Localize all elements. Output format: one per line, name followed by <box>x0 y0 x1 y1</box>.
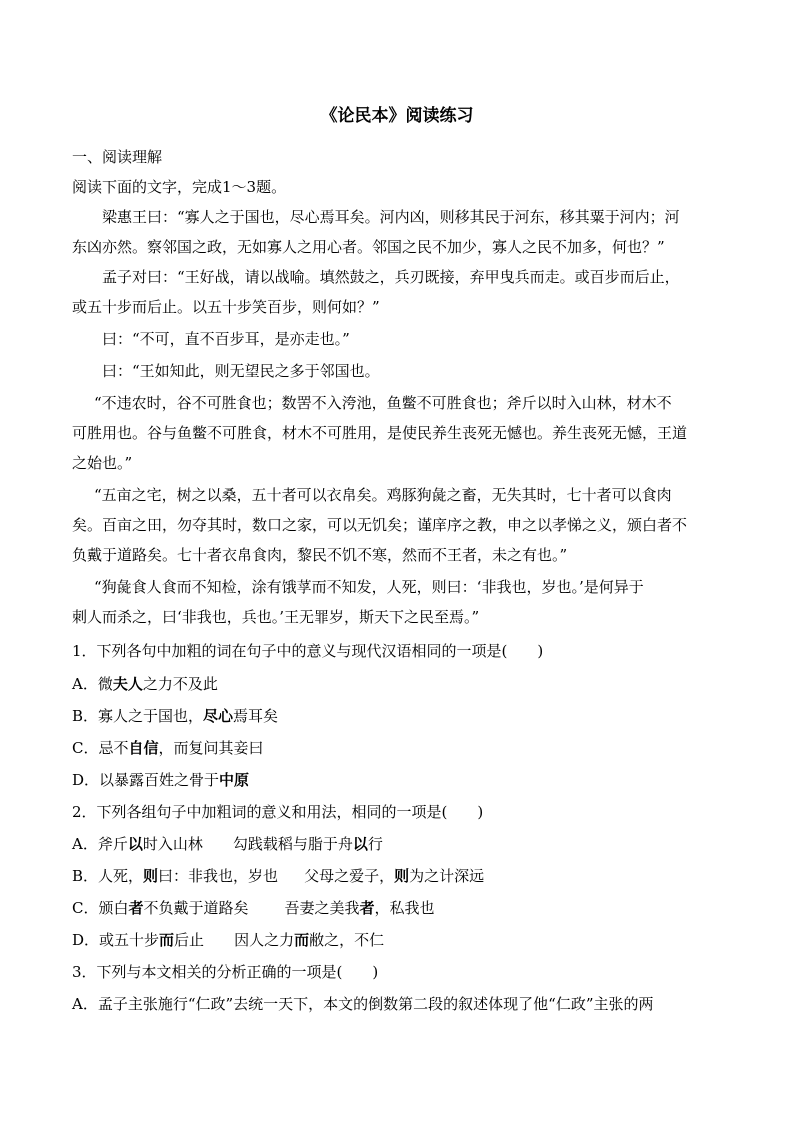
passage-line: “狗彘食人食而不知检，涂有饿莩而不知发，人死，则曰：‘非我也，岁也。’是何异于 <box>94 578 644 596</box>
option-text: 因人之力 <box>234 931 295 949</box>
option-text: D．以暴露百姓之骨于 <box>72 771 220 789</box>
option-text: C．颁白 <box>72 899 129 917</box>
bold-word: 以 <box>127 835 143 853</box>
option-text: B．寡人之于国也， <box>72 707 204 725</box>
bold-word: 而 <box>159 931 175 949</box>
question-1-option-d <box>72 769 724 791</box>
section-heading: 一、阅读理解 <box>72 148 163 166</box>
option-text: 之力不及此 <box>142 675 218 693</box>
passage-line: 负戴于道路矣。七十者衣帛食肉，黎民不饥不寒，然而不王者，未之有也。” <box>72 546 568 564</box>
question-2-option-c <box>72 897 724 919</box>
option-text: 为之计深远 <box>409 867 485 885</box>
passage-line: 曰：“不可，直不百步耳，是亦走也。” <box>102 330 350 348</box>
option-text: C．忌不 <box>72 739 129 757</box>
bold-word: 则 <box>394 867 410 885</box>
option-text: 勾践载稻与脂于舟 <box>232 835 353 853</box>
option-text: 敝之，不仁 <box>309 931 385 949</box>
option-text: A．斧斤 <box>72 835 128 853</box>
bold-word: 者 <box>128 899 144 917</box>
bold-word: 自信 <box>128 739 159 757</box>
option-text: D．或五十步 <box>72 931 160 949</box>
question-2-option-a <box>72 833 724 855</box>
question-1-option-a <box>72 673 724 695</box>
option-text: 吾妻之美我 <box>284 899 360 917</box>
bold-word: 而 <box>294 931 310 949</box>
passage-line: “五亩之宅，树之以桑，五十者可以衣帛矣。鸡豚狗彘之畜，无失其时，七十者可以食肉 <box>94 486 672 504</box>
instruction-text: 阅读下面的文字，完成1～3题。 <box>72 178 287 196</box>
option-text: 行 <box>367 835 383 853</box>
option-text: B．人死， <box>72 867 144 885</box>
bold-word: 则 <box>143 867 159 885</box>
bold-word: 中原 <box>219 771 250 789</box>
bold-word: 者 <box>359 899 375 917</box>
passage-line: 之始也。” <box>72 454 133 472</box>
question-2: 2．下列各组句子中加粗词的意义和用法，相同的一项是( ) <box>72 803 484 821</box>
option-text: 时入山林 <box>142 835 203 853</box>
passage-line: 或五十步而后止。以五十步笑百步，则何如？” <box>72 298 380 316</box>
question-2-option-d <box>72 929 724 951</box>
passage-line: 刺人而杀之，曰‘非我也，兵也。’王无罪岁，斯天下之民至焉。” <box>72 608 480 626</box>
bold-word: 以 <box>352 835 368 853</box>
bold-word: 尽心 <box>203 707 234 725</box>
page-title: 《论民本》阅读练习 <box>320 106 474 126</box>
option-text: 父母之爱子， <box>304 867 395 885</box>
option-text: 焉耳矣 <box>233 707 279 725</box>
question-1-option-b <box>72 705 724 727</box>
option-text: 不负戴于道路矣 <box>143 899 249 917</box>
bold-word: 夫人 <box>112 675 143 693</box>
passage-line: 可胜用也。谷与鱼鳖不可胜食，材木不可胜用，是使民养生丧死无憾也。养生丧死无憾，王道 <box>72 424 688 442</box>
passage-line: 矣。百亩之田，勿夺其时，数口之家，可以无饥矣；谨庠序之教，申之以孝悌之义，颁白者不 <box>72 516 688 534</box>
option-text: ，而复问其妾曰 <box>158 739 264 757</box>
question-3-option-a: A．孟子主张施行“仁政”去统一天下，本文的倒数第二段的叙述体现了他“仁政”主张的两 <box>72 995 654 1013</box>
option-text: 曰：非我也，岁也 <box>158 867 279 885</box>
option-text: ，私我也 <box>374 899 435 917</box>
passage-line: 东凶亦然。察邻国之政，无如寡人之用心者。邻国之民不加少，寡人之民不加多，何也？” <box>72 238 665 256</box>
passage-line: “不违农时，谷不可胜食也；数罟不入洿池，鱼鳖不可胜食也；斧斤以时入山林，材木不 <box>94 394 672 412</box>
question-1-option-c <box>72 737 724 759</box>
passage-line: 孟子对曰：“王好战，请以战喻。填然鼓之，兵刃既接，弃甲曳兵而走。或百步而后止， <box>102 268 680 286</box>
option-text: A．微 <box>72 675 113 693</box>
question-2-option-b <box>72 865 724 887</box>
question-3: 3．下列与本文相关的分析正确的一项是( ) <box>72 963 379 981</box>
passage-line: 曰：“王如知此，则无望民之多于邻国也。 <box>102 362 380 380</box>
option-text: 后止 <box>174 931 205 949</box>
passage-line: 梁惠王曰：“寡人之于国也，尽心焉耳矣。河内凶，则移其民于河东，移其粟于河内；河 <box>102 208 680 226</box>
question-1: 1．下列各句中加粗的词在句子中的意义与现代汉语相同的一项是( ) <box>72 642 544 660</box>
